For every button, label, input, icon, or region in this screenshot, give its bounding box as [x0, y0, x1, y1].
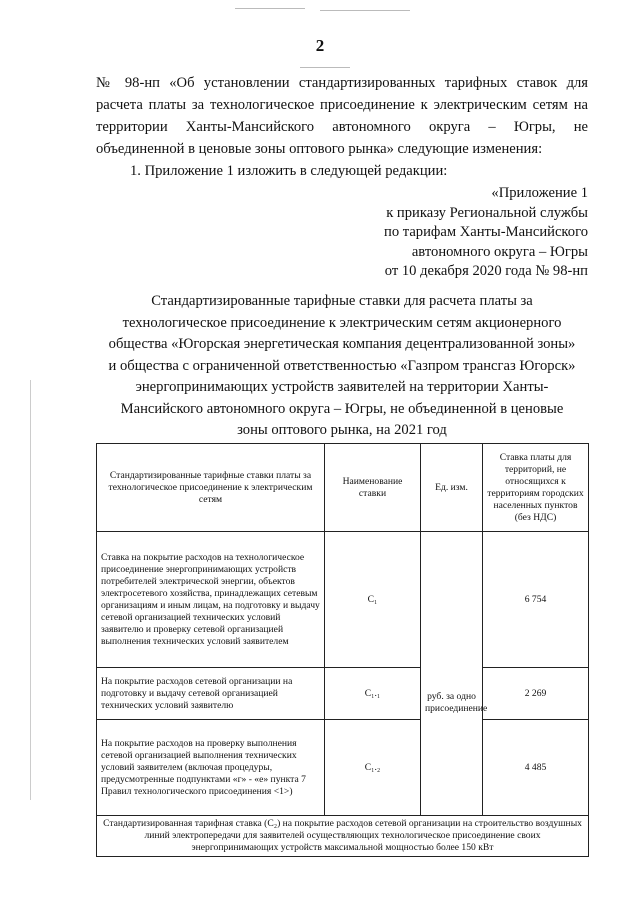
- document-title: [96, 291, 588, 442]
- row-name: C₁.₁: [325, 668, 421, 720]
- row-value: 2 269: [483, 668, 589, 720]
- item-1-paragraph: 1. Приложение 1 изложить в следующей редакции:: [130, 163, 448, 179]
- header-unit: Ед. изм.: [421, 444, 483, 532]
- header-rate: Стандартизированные тарифные ставки платы за технологическое присоединение к электрическим сетям: [97, 444, 325, 532]
- title-line-4: и общества с ограниченной ответственностью «Газпром трансгаз Югорск»: [108, 357, 576, 374]
- header-value: Ставка платы для территорий, не относящихся к территориям городских населенных пунктов (без НДС): [483, 444, 589, 532]
- table-header-row: [97, 444, 589, 532]
- row-description: На покрытие расходов на проверку выполнения сетевой организацией выполнения технических условий заявителем (включая процедуры, предусмотренные подпунктами «г» - «е» пункта 7 Правил технологического присоединения <1>): [97, 720, 325, 816]
- unit-cell: руб. за одно присоединение: [421, 532, 483, 816]
- table-row: [97, 720, 589, 816]
- row-name: C₁.₂: [325, 720, 421, 816]
- header-name: Наименование ставки: [325, 444, 421, 532]
- intro-paragraph: № 98-нп «Об установлении стандартизированных тарифных ставок для расчета платы за технологическое присоединение к электрическим сетям на территории Ханты-Мансийского автономного округа – Югры, не объединенной в ценовые зоны оптового рынка» следующие изменения:: [96, 75, 588, 157]
- title-line-3: общества «Югорская энергетическая компания децентрализованной зоны»: [108, 336, 576, 352]
- annex-line-2: к приказу Региональной службы: [386, 204, 588, 221]
- table-row: [97, 668, 589, 720]
- footnote-cell: Стандартизированная тарифная ставка (C₂) на покрытие расходов сетевой организации на строительство воздушных линий электропередачи для заявителей осуществляющих технологическое присоединение своих энергопринимающих устройств максимальной мощностью более 150 кВт: [97, 816, 589, 857]
- row-description: На покрытие расходов сетевой организации на подготовку и выдачу сетевой организацией технических условий заявителю: [97, 668, 325, 720]
- title-line-6: Мансийского автономного округа – Югры, не объединенной в ценовые: [120, 400, 564, 417]
- table-row: [97, 532, 589, 668]
- table-footnote-row: [97, 816, 589, 857]
- row-description: Ставка на покрытие расходов на технологическое присоединение энергопринимающих устройств потребителей электрической энергии, объектов электросетевого хозяйства, принадлежащих сетевым организациям и иным лицам, на подготовку и выдачу сетевой организацией технических условий заявителю и проверку сетевой организацией выполнения технических условий заявителем: [97, 532, 325, 668]
- title-line-1: Стандартизированные тарифные ставки для расчета платы за: [151, 293, 533, 309]
- annex-line-1: «Приложение 1: [491, 185, 588, 201]
- title-line-5: энергопринимающих устройств заявителей на территории Ханты-: [135, 379, 549, 395]
- page-number: 2: [315, 36, 325, 55]
- scan-artifact-top: [235, 8, 305, 9]
- body-text: [96, 72, 588, 182]
- rates-table: [96, 443, 589, 857]
- scan-artifact-top-2: [320, 10, 410, 11]
- scan-artifact-left-edge: [30, 380, 31, 800]
- annex-header: [328, 184, 588, 282]
- annex-line-5: от 10 декабря 2020 года № 98-нп: [384, 263, 588, 279]
- annex-line-3: по тарифам Ханты-Мансийского: [384, 224, 588, 240]
- row-name: C₁: [325, 532, 421, 668]
- row-value: 6 754: [483, 532, 589, 668]
- row-value: 4 485: [483, 720, 589, 816]
- scan-artifact-mid: [300, 67, 350, 68]
- title-line-7: зоны оптового рынка, на 2021 год: [237, 422, 447, 438]
- title-line-2: технологическое присоединение к электрическим сетям акционерного: [122, 314, 562, 331]
- annex-line-4: автономного округа – Югры: [411, 243, 588, 260]
